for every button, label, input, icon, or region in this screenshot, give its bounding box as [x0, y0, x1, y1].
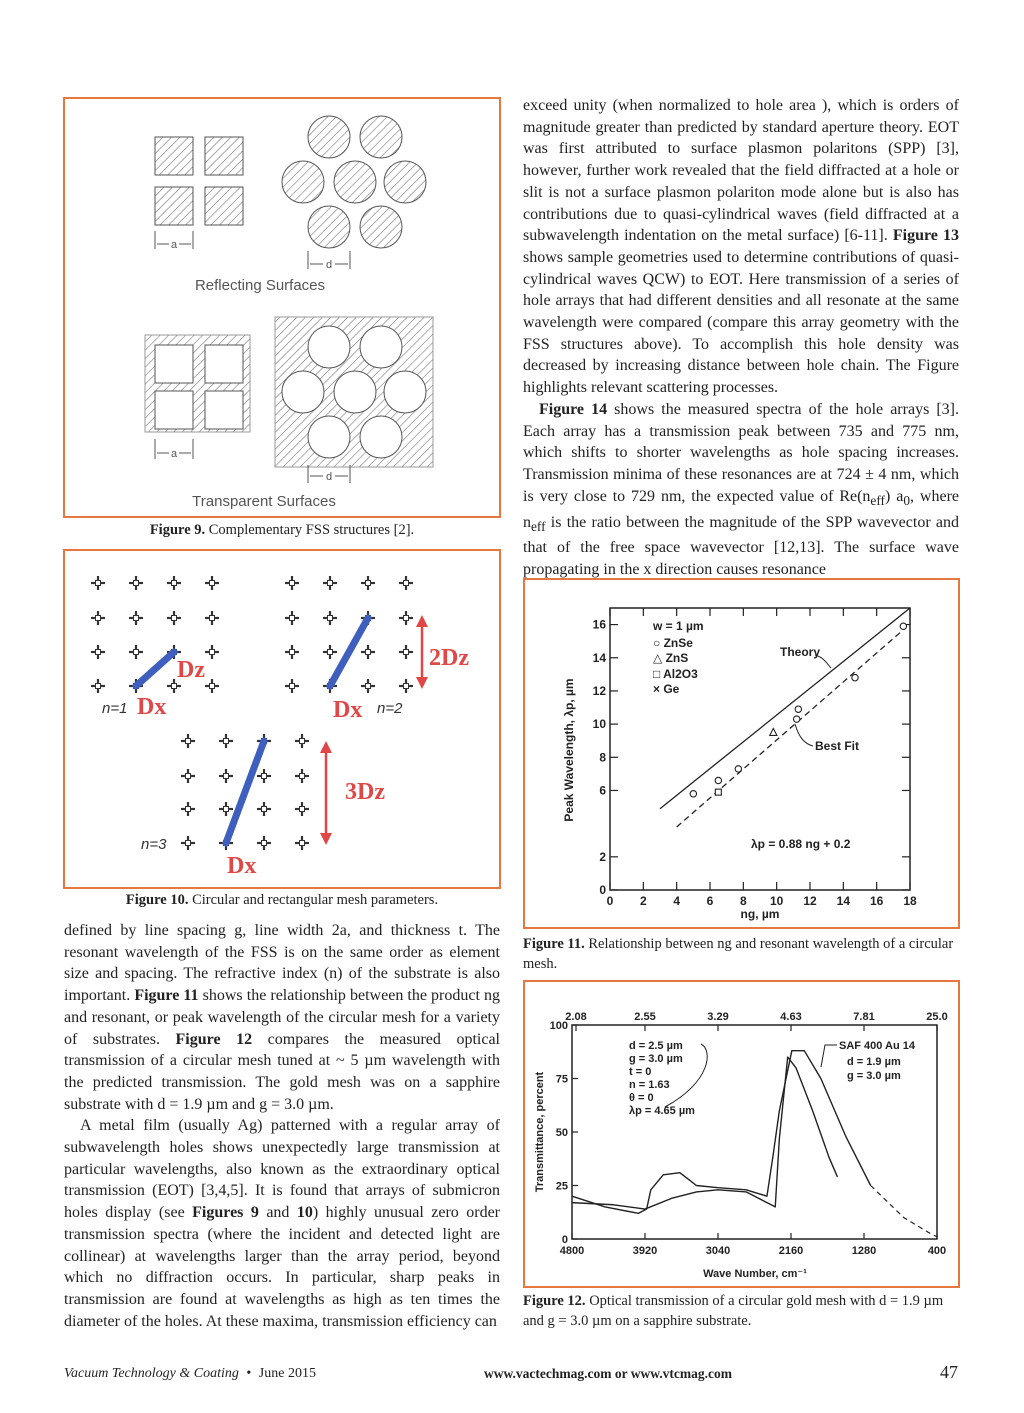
right-paragraph-2: Figure 14 shows the measured spectra of the hole arrays [3]. Each array has a transmission peak between 735 and 775 nm, which shifts to shorter wavelengths as hole spacing increases. Transmission minima of these resonances are at 724 ± 4 nm, which is very close to 729 nm, the expected value of $Re(n_{eff})$ $a_0$, where $n_{eff}$ is the ratio between the magnitude of the SPP wavevector and that of the free space wavevector [12,13]. The surface wave propagating in the x direction causes resonance	[523, 400, 960, 579]
dim-d-label-bottom: d	[325, 471, 333, 483]
fig12-xtick-label: 400	[927, 1245, 947, 1257]
fig11-xtick-label: 6	[706, 894, 714, 908]
fig11-ytick-label: 12	[592, 683, 606, 698]
footer-journal-name: Vacuum Technology & Coating	[64, 1366, 239, 1381]
fig12-param-saf: SAF 400 Au 14	[839, 1040, 916, 1052]
figure-9-illustration	[65, 99, 499, 516]
fig11-theory-label: Theory	[780, 645, 821, 659]
fig12-xtick-label: 1280	[851, 1245, 877, 1257]
fig11-ytick-label: 0	[599, 883, 606, 897]
fig11-point-circle	[900, 623, 906, 629]
transparent-surfaces-label: Transparent Surfaces	[192, 493, 336, 510]
label-dx-n2: Dx	[333, 697, 363, 723]
left-paragraph-1: defined by line spacing g, line width 2a, and thickness t. The resonant wavelength of the FSS is on the same order as element size and spacing. The refractive index (n) of the substrate is also important. Figure 11 shows the relationship between the product ng and resonant, or peak wavelength of the circular mesh for a variety of substrates. Figure 12 compares the measured optical transmission of a circular mesh tuned at ~ 5 µm wavelength with the predicted transmission. The gold mesh was on a sapphire substrate with d = 1.9 µm and g = 3.0 µm.	[64, 922, 501, 1113]
fig12-ytick-label: 100	[549, 1020, 568, 1032]
fig12-param-lambda: λp = 4.65 µm	[629, 1105, 695, 1117]
fig11-legend-3: □ Al2O3	[653, 667, 698, 681]
fig11-xtick-label: 14	[836, 894, 851, 908]
label-n3: n=3	[141, 836, 167, 853]
figure-11-caption	[523, 934, 960, 974]
fig12-params-right	[839, 1040, 916, 1082]
fig12-xtick-label: 3040	[705, 1245, 731, 1257]
fig12-top-tick-label: 2.08	[565, 1011, 587, 1023]
fig12-top-tick-label: 4.63	[780, 1011, 802, 1023]
footer-separator: •	[246, 1366, 252, 1381]
figure-9-caption-text: Complementary FSS structures [2].	[205, 522, 415, 538]
fig11-legend-0: w = 1 µm	[653, 619, 704, 633]
figure-10	[63, 549, 501, 889]
label-n1: n=1	[102, 700, 128, 717]
footer-journal	[64, 1366, 316, 1382]
fig12-param-t: t = 0	[629, 1066, 652, 1078]
fig11-xtick-label: 2	[639, 894, 647, 908]
figure-12	[523, 980, 960, 1288]
left-paragraph-2: A metal film (usually Ag) patterned with a regular array of subwavelength holes shows unexpectedly large transmission at particular wavelengths, also known as the extraordinary optical transmission (EOT) [3,4,5]. It is found that arrays of submicron holes display (see Figures 9 and 10) highly unusual zero order transmission spectra (where the incident and detected light are collinear) at wavelengths larger than the array period, beyond which no diffraction occurs. In particular, sharp peaks in transmission are found at wavelengths as high as ten times the diameter of the holes. At these maxima, transmission efficiency can	[64, 1117, 501, 1330]
label-dx-n1: Dx	[137, 694, 167, 720]
figure-12-caption-label: Figure 12.	[523, 1293, 586, 1309]
fig12-param-theta: θ = 0	[629, 1092, 654, 1104]
fig12-params-left	[629, 1040, 695, 1117]
label-2dz: 2Dz	[429, 645, 469, 671]
fig11-bestfit-label: Best Fit	[815, 739, 860, 753]
fig12-xtick-label: 2160	[778, 1245, 804, 1257]
fig12-ytick-label: 0	[561, 1234, 568, 1246]
fig11-ylabel: Peak Wavelength, λp, µm	[562, 678, 576, 822]
fig11-xtick-label: 18	[903, 894, 917, 908]
figure-9	[63, 97, 501, 518]
fig12-xtick-label: 4800	[559, 1245, 585, 1257]
fig11-legend-2: △ ZnS	[653, 651, 689, 665]
footer-date: June 2015	[258, 1366, 316, 1381]
fig11-equation-label: λp = 0.88 ng + 0.2	[751, 837, 851, 851]
fig11-ytick-label: 10	[592, 717, 606, 732]
fig11-point-circle	[735, 766, 741, 772]
fig12-ytick-label: 25	[555, 1180, 568, 1193]
page-number: 47	[940, 1362, 958, 1382]
fig11-bestfit-leader	[795, 724, 813, 746]
fig12-param-d2: d = 1.9 µm	[847, 1056, 901, 1068]
fig11-xtick-label: 4	[673, 894, 681, 908]
ref-figures-9: Figures 9	[192, 1204, 259, 1222]
ref-figure-13: Figure 13	[892, 227, 960, 245]
fig12-param-g: g = 3.0 µm	[629, 1053, 683, 1065]
figure-11	[523, 578, 960, 929]
fig11-point-circle	[690, 791, 696, 797]
fig11-point-triangle	[770, 728, 777, 735]
mesh-array-n3	[181, 734, 332, 850]
fig12-ytick-label: 75	[555, 1073, 568, 1086]
dim-a-label-bottom: a	[170, 448, 178, 460]
mesh-array-n2	[285, 576, 428, 693]
fig11-xtick-label: 10	[769, 894, 784, 908]
fig12-top-tick-label: 7.81	[853, 1011, 875, 1023]
fig11-point-circle	[795, 706, 801, 712]
fig11-axis-ticks	[593, 608, 917, 908]
figure-11-caption-text: Relationship between ng and resonant wavelength of a circular mesh.	[523, 936, 954, 972]
left-column-text	[64, 920, 500, 1332]
figure-11-chart	[525, 580, 958, 927]
fig12-ylabel: Transmittance, percent	[534, 1071, 546, 1193]
reflecting-surfaces-label: Reflecting Surfaces	[194, 277, 326, 294]
ref-figure-10: 10	[296, 1204, 313, 1222]
fig12-param-n: n = 1.63	[629, 1079, 670, 1091]
transparent-square-array	[145, 335, 250, 460]
figure-11-caption-label: Figure 11.	[523, 936, 585, 952]
fig11-xlabel: ng, µm	[740, 907, 780, 921]
figure-10-caption-text: Circular and rectangular mesh parameters.	[188, 892, 439, 908]
fig11-ytick-label: 2	[599, 849, 606, 864]
ref-figure-14: Figure 14	[539, 400, 608, 418]
dim-a-label-top: a	[170, 239, 178, 251]
dim-d-label-top: d	[325, 259, 333, 271]
fig11-legend	[652, 619, 704, 696]
right-column-text	[523, 95, 959, 581]
label-n2: n=2	[377, 700, 403, 717]
fig11-lines	[660, 608, 910, 827]
fig12-param-d: d = 2.5 µm	[629, 1040, 683, 1052]
figure-10-caption	[63, 890, 501, 910]
fig11-point-circle	[715, 777, 721, 783]
right-paragraph-1: exceed unity (when normalized to hole area ), which is orders of magnitude greater than predicted by standard aperture theory. EOT was first attributed to surface plasmon polaritons (SPP) [3], however, further work revealed that the field diffracted at a hole or slit is not a surface plasmon polariton mode alone but is also has contributions due to quasi-cylindrical waves (field diffracted at a subwavelength indentation on the metal surface) [6-11]. Figure 13 shows sample geometries used to determine contributions of quasi-cylindrical waves QCW) to EOT. Here transmission of a series of hole arrays that had different densities and all resonate at the same wavelength were compared (compare this array geometry with the FSS structures above). To accomplish this hole density was decreased by increasing distance between hole chain. The Figure highlights relevant scattering processes.	[523, 97, 960, 397]
label-dx-n3: Dx	[227, 853, 257, 879]
ref-figure-12: Figure 12	[175, 1030, 253, 1048]
ref-figure-11: Figure 11	[134, 987, 199, 1005]
fig11-xtick-label: 12	[803, 894, 817, 908]
fig12-param-g2: g = 3.0 µm	[847, 1070, 901, 1082]
fig11-ytick-label: 16	[592, 617, 606, 632]
figure-12-caption-text: Optical transmission of a circular gold mesh with d = 1.9 µm and g = 3.0 µm on a sapphire substrate.	[523, 1293, 944, 1329]
reflecting-circle-array	[282, 116, 426, 248]
figure-10-caption-label: Figure 10.	[125, 892, 189, 908]
fig11-xtick-label: 16	[869, 894, 884, 908]
fig11-theory-line	[660, 608, 910, 809]
fig11-ytick-label: 6	[599, 783, 606, 798]
fig12-top-tick-label: 3.29	[707, 1011, 729, 1023]
fig12-ytick-label: 50	[555, 1127, 568, 1139]
fig11-ytick-label: 8	[599, 750, 606, 765]
figure-9-caption-label: Figure 9.	[149, 522, 206, 538]
figure-12-caption	[523, 1291, 960, 1331]
reflecting-square-array	[155, 137, 243, 251]
figure-9-caption	[63, 520, 501, 540]
fig11-bestfit-line	[677, 631, 902, 827]
transparent-circle-array	[275, 317, 433, 467]
fig12-top-tick-label: 2.55	[634, 1011, 656, 1023]
figure-12-chart	[525, 982, 958, 1286]
fig12-xlabel: Wave Number, cm⁻¹	[703, 1268, 807, 1280]
fig12-series-predicted-extrapolated	[871, 1186, 937, 1237]
fig11-point-circle	[793, 716, 799, 722]
fig11-point-circle	[852, 674, 858, 680]
fig11-xtick-label: 0	[606, 894, 614, 908]
label-dz-n1: Dz	[177, 657, 205, 683]
fig11-ytick-label: 14	[592, 650, 606, 665]
fig11-xtick-label: 8	[739, 894, 747, 908]
figure-10-illustration	[65, 551, 499, 887]
fig12-top-tick-label: 25.0	[926, 1011, 948, 1023]
fig11-legend-4: × Ge	[653, 682, 680, 696]
fig11-legend-1: ○ ZnSe	[653, 636, 693, 650]
fig12-xtick-label: 3920	[632, 1245, 658, 1257]
fig12-series-predicted	[572, 1051, 871, 1214]
footer-url[interactable]: www.vactechmag.com or www.vtcmag.com	[484, 1366, 732, 1381]
label-3dz: 3Dz	[345, 779, 385, 805]
fig11-point-square	[715, 789, 721, 795]
